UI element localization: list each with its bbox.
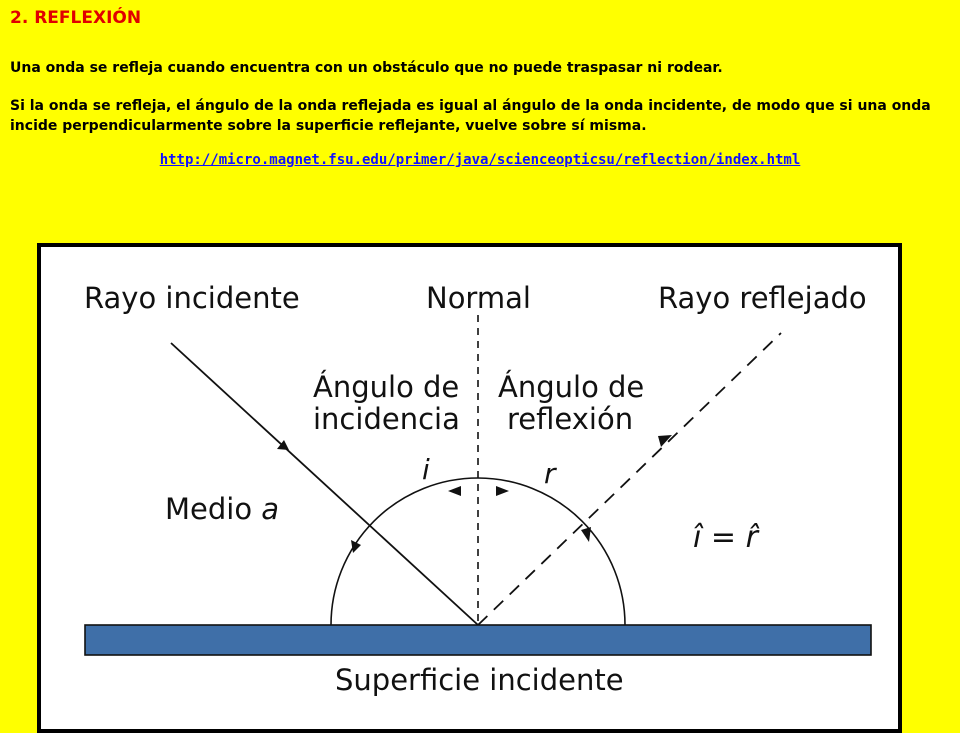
- reflecting-surface: [85, 625, 871, 655]
- explanation-paragraph: Si la onda se refleja, el ángulo de la onda reflejada es igual al ángulo de la onda incidente, de modo que si una onda incide perpendicularmente sobre la superficie reflejante, vuelve sobre sí misma.: [10, 98, 931, 134]
- surface-label: Superficie incidente: [335, 663, 624, 697]
- medium-label: Medio a: [165, 492, 280, 526]
- intro-paragraph: Una onda se refleja cuando encuentra con un obstáculo que no puede traspasar ni rodear.: [10, 60, 723, 76]
- reference-link[interactable]: http://micro.magnet.fsu.edu/primer/java/scienceopticsu/reflection/index.html: [159, 152, 801, 168]
- arc-arrow-reflection-lower-icon: [581, 527, 591, 542]
- reflection-angle-label-line1: Ángulo de: [498, 370, 645, 404]
- normal-label: Normal: [426, 281, 531, 315]
- incident-ray-label: Rayo incidente: [84, 281, 300, 315]
- reflection-angle-label-line2: reflexión: [507, 402, 634, 436]
- reflected-ray-label: Rayo reflejado: [658, 281, 867, 315]
- arc-arrow-reflection-top-icon: [496, 486, 509, 496]
- incidence-angle-symbol: i: [422, 453, 430, 486]
- arc-arrow-incidence-top-icon: [448, 486, 461, 496]
- reflection-diagram: [41, 247, 898, 729]
- page-title: 2. REFLEXIÓN: [10, 8, 142, 28]
- incidence-angle-label-line1: Ángulo de: [313, 370, 460, 404]
- reflection-diagram-svg: [41, 247, 898, 729]
- reflection-diagram-frame: [37, 243, 902, 733]
- reflection-angle-symbol: r: [544, 457, 556, 490]
- incidence-angle-label-line2: incidencia: [313, 402, 460, 436]
- angle-equality-equation: î = r̂: [693, 520, 758, 555]
